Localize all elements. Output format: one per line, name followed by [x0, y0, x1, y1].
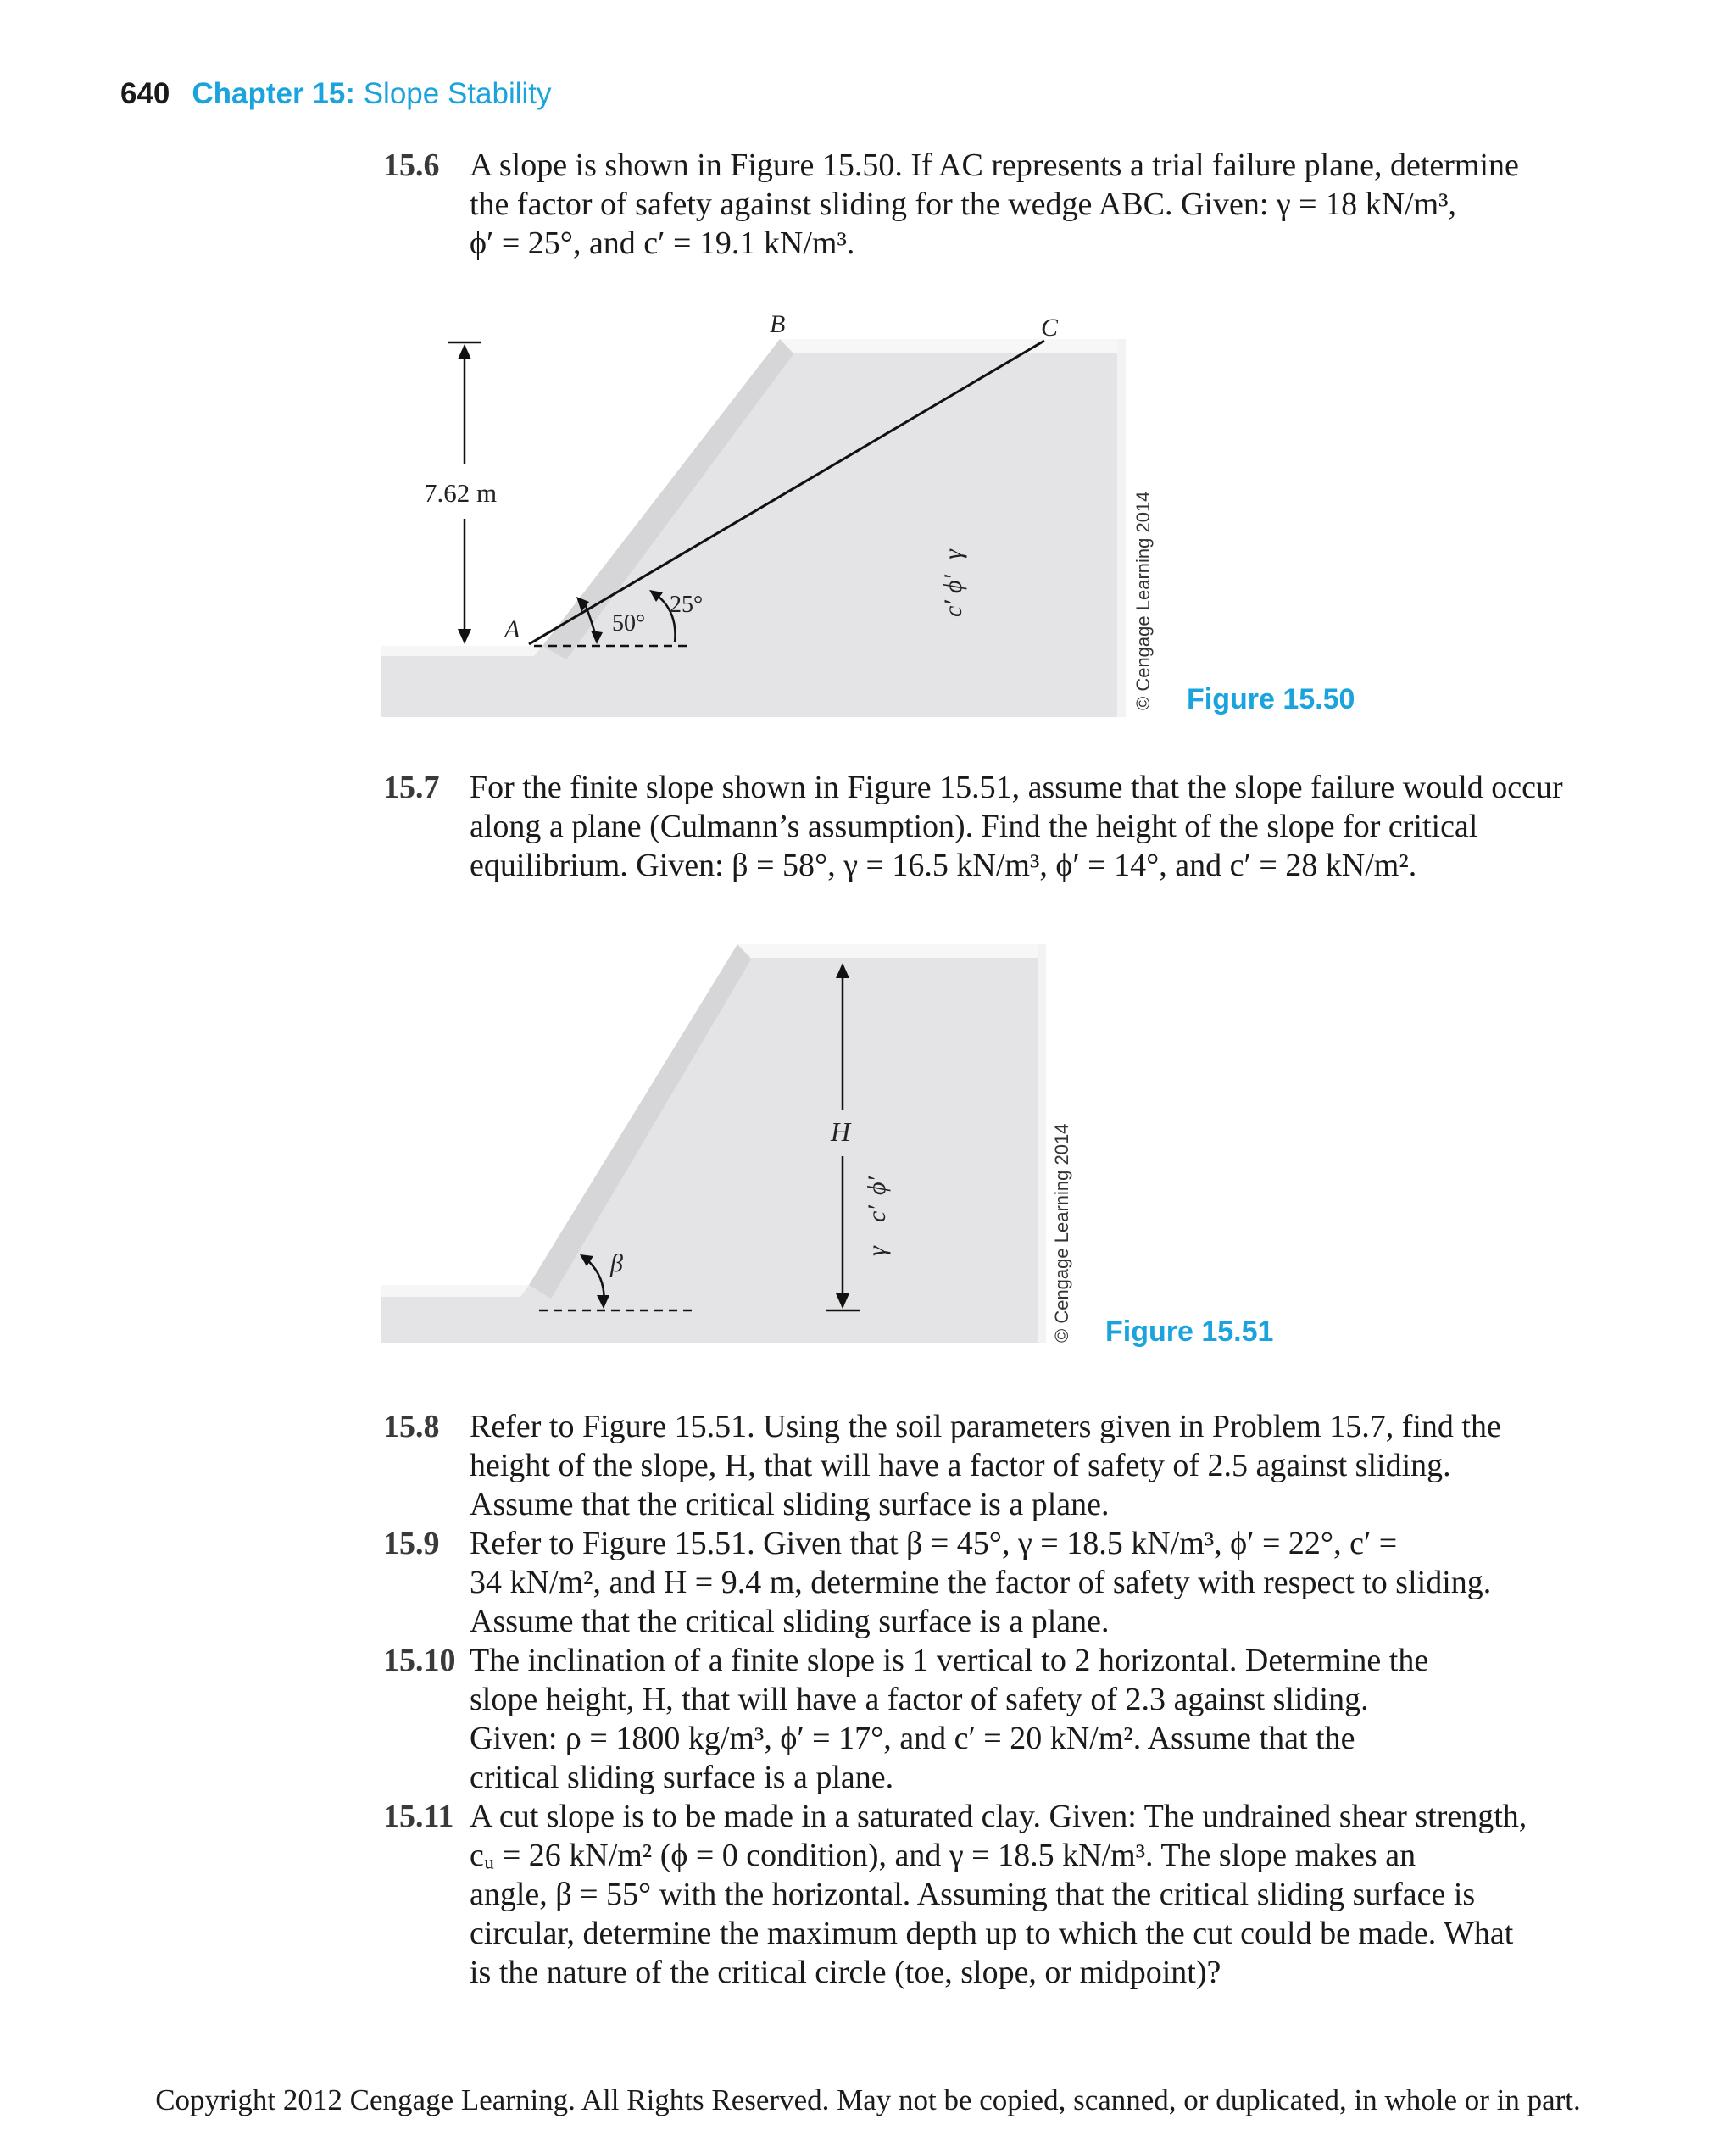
arrow-up: [458, 344, 471, 359]
problem-line: circular, determine the maximum depth up to which the cut could be made. What: [470, 1916, 1514, 1951]
problem-number: 15.11: [383, 1799, 454, 1834]
figure-label: Figure 15.51: [1105, 1315, 1274, 1348]
problem-line: cᵤ = 26 kN/m² (ϕ = 0 condition), and γ = 18.5 kN/m³. The slope makes an: [470, 1838, 1416, 1873]
point-b-label: B: [770, 310, 786, 338]
problem-number: 15.8: [383, 1409, 440, 1444]
soil-c-label: c′: [939, 600, 967, 617]
problem-line: the factor of safety against sliding for the wedge ABC. Given: γ = 18 kN/m³,: [470, 186, 1457, 222]
problem-line: The inclination of a finite slope is 1 vertical to 2 horizontal. Determine the: [470, 1643, 1429, 1678]
height-label: 7.62 m: [424, 478, 498, 508]
soil-gamma-label: γ: [939, 549, 967, 559]
problem-line: height of the slope, H, that will have a factor of safety of 2.5 against sliding.: [470, 1448, 1451, 1483]
problem-line: For the finite slope shown in Figure 15.51, assume that the slope failure would occur: [470, 770, 1563, 805]
figure-15-50-drawing: [0, 0, 1736, 746]
right-bevel: [1117, 339, 1126, 717]
problem-line: Assume that the critical sliding surface is a plane.: [470, 1604, 1110, 1639]
problem-number: 15.7: [383, 770, 440, 805]
height-label: H: [831, 1116, 851, 1147]
problem-line: Given: ρ = 1800 kg/m³, ϕ′ = 17°, and c′ = 20 kN/m². Assume that the: [470, 1721, 1355, 1756]
figure-15-51: [0, 915, 1736, 1373]
problem-number: 15.6: [383, 147, 440, 183]
problem-line: 34 kN/m², and H = 9.4 m, determine the factor of safety with respect to sliding.: [470, 1565, 1492, 1600]
copyright-footer: Copyright 2012 Cengage Learning. All Rights Reserved. May not be copied, scanned, or duplicated, in whole or in part.: [155, 2083, 1581, 2116]
problem-line: Refer to Figure 15.51. Using the soil parameters given in Problem 15.7, find the: [470, 1409, 1501, 1444]
figure-credit: © Cengage Learning 2014: [1051, 1123, 1072, 1343]
problem-number: 15.10: [383, 1643, 456, 1678]
ground-bevel: [381, 1285, 529, 1297]
figure-15-51-drawing: [0, 915, 1736, 1373]
soil-gamma-label: γ: [863, 1246, 891, 1256]
ground-bevel: [381, 646, 542, 656]
problem-15-7: [383, 768, 1570, 885]
chapter-title: Slope Stability: [363, 77, 552, 110]
arrow-down: [458, 629, 471, 644]
problem-line: Refer to Figure 15.51. Given that β = 45°, γ = 18.5 kN/m³, ϕ′ = 22°, c′ =: [470, 1526, 1398, 1561]
problem-line: A slope is shown in Figure 15.50. If AC represents a trial failure plane, determine: [470, 147, 1519, 183]
right-bevel: [1038, 944, 1046, 1343]
problem-15-10: [383, 1641, 1570, 1797]
problem-15-9: [383, 1524, 1570, 1641]
problem-line: equilibrium. Given: β = 58°, γ = 16.5 kN/m³, ϕ′ = 14°, and c′ = 28 kN/m².: [470, 848, 1417, 883]
problem-line: is the nature of the critical circle (toe, slope, or midpoint)?: [470, 1955, 1221, 1990]
figure-15-50: [0, 0, 1736, 746]
problem-line: Assume that the critical sliding surface is a plane.: [470, 1487, 1110, 1522]
figure-credit: © Cengage Learning 2014: [1132, 491, 1154, 710]
soil-c-label: c′: [863, 1205, 891, 1222]
problem-number: 15.9: [383, 1526, 440, 1561]
angle-slope-label: 50°: [612, 610, 646, 637]
problem-line: A cut slope is to be made in a saturated clay. Given: The undrained shear strength,: [470, 1799, 1527, 1834]
problem-line: angle, β = 55° with the horizontal. Assuming that the critical sliding surface is: [470, 1877, 1476, 1912]
page-number: 640: [120, 77, 170, 110]
figure-label: Figure 15.50: [1187, 683, 1355, 715]
point-c-label: C: [1041, 314, 1059, 342]
problem-15-8: [383, 1407, 1570, 1524]
problem-line: along a plane (Culmann’s assumption). Find the height of the slope for critical: [470, 809, 1478, 844]
top-bevel: [737, 944, 1046, 958]
problem-15-11: [383, 1797, 1570, 1992]
point-a-label: A: [504, 615, 520, 643]
soil-phi-label: ϕ′: [939, 574, 967, 593]
problem-line: ϕ′ = 25°, and c′ = 19.1 kN/m³.: [470, 225, 855, 261]
chapter-label: Chapter 15:: [192, 77, 355, 110]
angle-beta-label: β: [610, 1249, 623, 1277]
top-bevel: [780, 339, 1126, 353]
problem-line: critical sliding surface is a plane.: [470, 1760, 894, 1795]
problem-line: slope height, H, that will have a factor of safety of 2.3 against sliding.: [470, 1682, 1369, 1717]
soil-phi-label: ϕ′: [863, 1176, 891, 1195]
angle-plane-label: 25°: [670, 592, 704, 618]
